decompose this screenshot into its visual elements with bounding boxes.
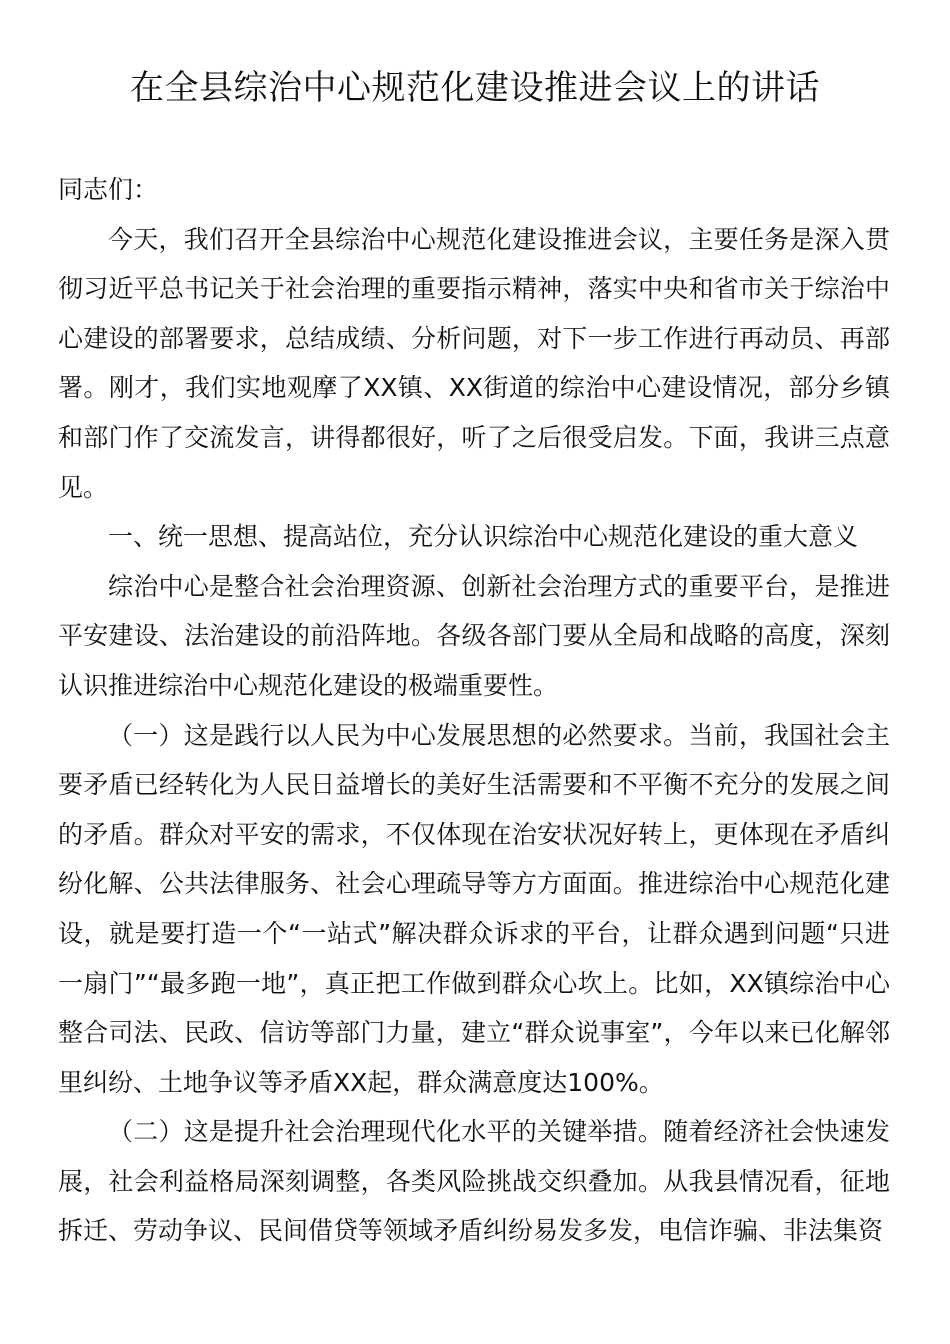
paragraph-section-1-intro: 综治中心是整合社会治理资源、创新社会治理方式的重要平台，是推进平安建设、法治建设的前沿阵地。各级各部门要从全局和战略的高度，深刻认识推进综治中心规范化建设的极端重要性。 [58, 571, 890, 700]
salutation: 同志们： [58, 175, 159, 204]
paragraph-intro: 今天，我们召开全县综治中心规范化建设推进会议，主要任务是深入贯彻习近平总书记关于社会治理的重要指示精神，落实中央和省市关于综治中心建设的部署要求，总结成绩、分析问题，对下一步工作进行再动员、再部署。刚才，我们实地观摩了XX镇、XX街道的综治中心建设情况，部分乡镇和部门作了交流发言，讲得都很好，听了之后很受启发。下面，我讲三点意见。 [58, 224, 890, 502]
paragraph-point-1: （一）这是践行以人民为中心发展思想的必然要求。当前，我国社会主要矛盾已经转化为人民日益增长的美好生活需要和不平衡不充分的发展之间的矛盾。群众对平安的需求，不仅体现在治安状况好转上，更体现在矛盾纠纷化解、公共法律服务、社会心理疏导等方方面面。推进综治中心规范化建设，就是要打造一个“一站式”解决群众诉求的平台，让群众遇到问题“只进一扇门”“最多跑一地”，真正把工作做到群众心坎上。比如，XX镇综治中心整合司法、民政、信访等部门力量，建立“群众说事室”，今年以来已化解邻里纠纷、土地争议等矛盾XX起，群众满意度达100%。 [58, 720, 890, 1097]
section-heading-1: 一、统一思想、提高站位，充分认识综治中心规范化建设的重大意义 [108, 522, 859, 552]
document-body [58, 165, 890, 1256]
paragraph-point-2: （二）这是提升社会治理现代化水平的关键举措。随着经济社会快速发展，社会利益格局深刻调整，各类风险挑战交织叠加。从我县情况看，征地拆迁、劳动争议、民间借贷等领域矛盾纠纷易发多发，电信诈骗、非法集资 [58, 1117, 890, 1246]
document-title: 在全县综治中心规范化建设推进会议上的讲话 [130, 68, 820, 108]
